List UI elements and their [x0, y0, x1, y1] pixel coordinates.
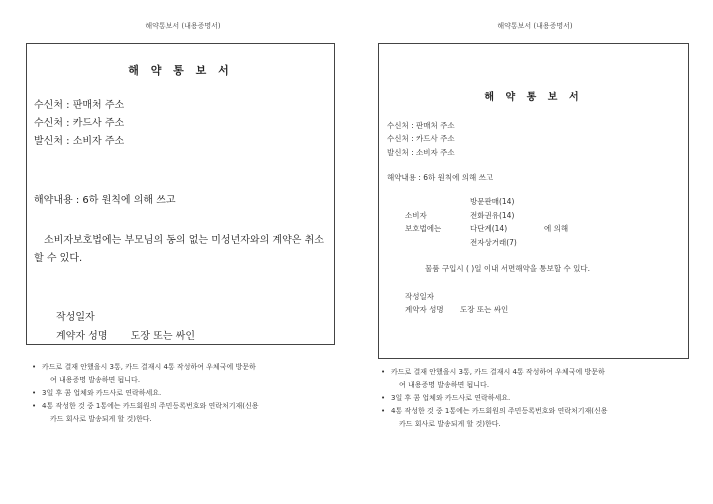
bullet-icon: •	[32, 363, 37, 371]
right-contractor-label: 계약자 성명	[405, 305, 444, 314]
list-item: • 4통 작성한 것 중 1통에는 카드회원의 주민등록번호와 연락처기재(신용 카드 회사로 발송되게 할 것)한다.	[32, 402, 259, 423]
right-law-left-1: 소비자	[405, 211, 427, 220]
right-signature-line	[405, 304, 508, 315]
list-item: • 3일 후 콤 업체와 카드사로 연락하세요.	[32, 387, 337, 400]
left-recipient-seller: 수신처 : 판매처 주소	[34, 100, 125, 111]
right-letter-box	[378, 43, 689, 359]
left-page	[0, 0, 356, 504]
right-recipient-seller: 수신처 : 판매처 주소	[387, 121, 455, 130]
right-page	[357, 0, 713, 504]
bullet-icon: •	[381, 407, 386, 415]
list-item: • 카드로 결재 안했을시 3통, 카드 결재시 4통 작성하여 우체국에 방문하 여 내용증명 발송하면 됩니다.	[32, 363, 256, 384]
bullet-icon: •	[381, 368, 386, 376]
right-content-line: 해약내용 : 6하 원칙에 의해 쓰고	[387, 173, 494, 182]
left-contractor-label: 계약자 성명	[56, 331, 108, 342]
right-law-item-phone: 전화권유(14)	[470, 211, 515, 220]
right-recipient-card: 수신처 : 카드사 주소	[387, 134, 455, 143]
list-item: • 카드로 결재 안했을시 3통, 카드 결재시 4통 작성하여 우체국에 방문하 여 내용증명 발송하면 됩니다.	[381, 368, 605, 389]
list-item: • 4통 작성한 것 중 1통에는 카드회원의 주민등록번호와 연락처기재(신용 카드 회사로 발송되게 할 것)한다.	[381, 407, 608, 428]
right-notes	[381, 366, 693, 431]
right-letter-title: 해 약 통 보 서	[484, 92, 583, 103]
right-seal-label: 도장 또는 싸인	[460, 305, 509, 314]
right-law-item-ecommerce: 전자상거래(7)	[470, 238, 517, 247]
right-law-item-visit: 방문판매(14)	[470, 197, 515, 206]
right-date-label: 작성일자	[405, 292, 434, 301]
left-notes	[32, 361, 337, 426]
right-law-left-2: 보호법에는	[405, 224, 442, 233]
left-letter-box	[26, 43, 335, 345]
left-signature-line	[56, 327, 195, 342]
left-seal-label: 도장 또는 싸인	[130, 331, 195, 342]
right-law-item-multilevel: 다단계(14)	[470, 224, 508, 233]
left-recipient-card: 수신처 : 카드사 주소	[34, 118, 125, 129]
left-content-line: 해약내용 : 6하 원칙에 의해 쓰고	[34, 195, 176, 206]
bullet-icon: •	[32, 389, 37, 397]
bullet-icon: •	[32, 402, 37, 410]
right-notice-line: 물품 구입시 ( )일 이내 서면해약을 통보할 수 있다.	[425, 264, 590, 273]
left-date-label: 작성일자	[56, 312, 95, 323]
list-item: • 3일 후 콤 업체와 카드사로 연락하세요.	[381, 392, 693, 405]
right-sender: 발신처 : 소비자 주소	[387, 148, 455, 157]
left-sender: 발신처 : 소비자 주소	[34, 136, 125, 147]
left-law-paragraph: 소비자보호법에는 부모님의 동의 없는 미성년자와의 계약은 취소할 수 있다.	[34, 235, 324, 264]
right-page-heading: 해약통보서 (내용증명서)	[497, 22, 573, 30]
left-letter-title: 해 약 통 보 서	[128, 64, 233, 77]
bullet-icon: •	[381, 394, 386, 402]
right-law-suffix: 에 의해	[544, 224, 569, 233]
left-page-heading: 해약통보서 (내용증명서)	[145, 22, 221, 30]
